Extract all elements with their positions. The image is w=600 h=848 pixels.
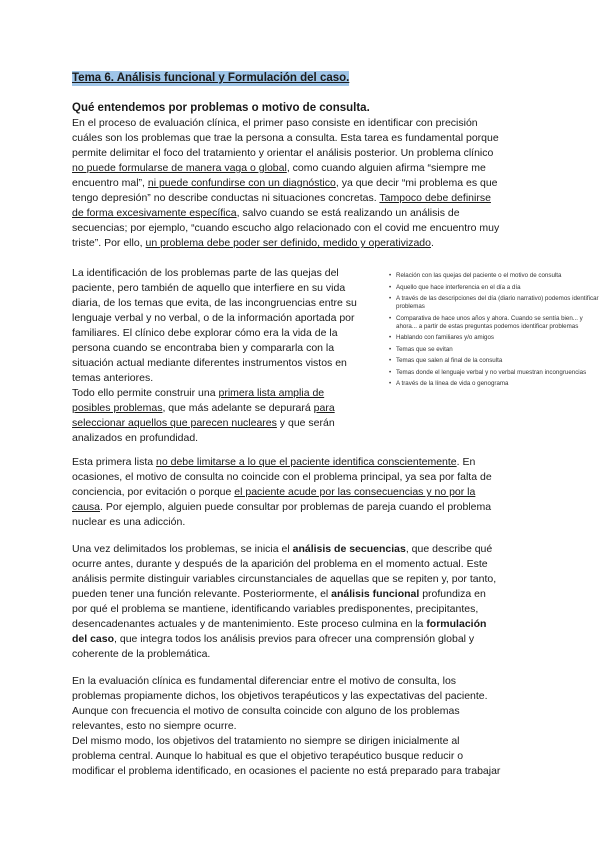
text-line: relevantes, esto no siempre ocurre. <box>72 720 237 732</box>
list-item: • Temas que salen al final de la consulta <box>396 357 600 365</box>
text-line: de forma excesivamente específica, salvo cuando se está realizando un análisis de <box>72 207 460 219</box>
text-line: Todo ello permite construir una primera lista amplia de <box>72 387 325 399</box>
text-line: En el proceso de evaluación clínica, el primer paso consiste en identificar con precisión <box>72 117 478 129</box>
problem-sources-list <box>388 272 600 392</box>
list-item: • A través de las descripciones del día (diario narrativo) podemos identificar problemas <box>396 295 600 311</box>
text-line: ocurre antes, durante y después de la aparición del problema en el momento actual. Este <box>72 558 488 570</box>
text-line: persona cuando se encontraba bien y compararla con la <box>72 342 335 354</box>
text-line: La identificación de los problemas parte de las quejas del <box>72 267 339 279</box>
text-line: por qué el problema se mantiene, identificando variables predisponentes, precipitantes, <box>72 603 479 615</box>
text-line: problemas propiamente dichos, los objetivos terapéuticos y las expectativas del paciente. <box>72 690 488 702</box>
text-line: posibles problemas, que más adelante se depurará para <box>72 402 335 414</box>
text-line: coherente de la problemática. <box>72 648 211 660</box>
text-line: familiares. El clínico debe explorar cómo era la vida de la <box>72 327 338 339</box>
text-line: análisis permite distinguir variables circunstanciales de aquellas que se repiten y, por tanto, <box>72 573 497 585</box>
text-line: causa. Por ejemplo, alguien puede consultar por problemas de pareja cuando el problema <box>72 501 492 513</box>
list-item: • Comparativa de hace unos años y ahora. Cuando se sentía bien... y ahora... a partir de estas preguntas podemos identificar problemas <box>396 315 600 331</box>
text-line: Esta primera lista no debe limitarse a lo que el paciente identifica conscientemente. En <box>72 456 476 468</box>
text-line: seleccionar aquellos que parecen nucleares y que serán <box>72 417 335 429</box>
list-item: • A través de la línea de vida o genograma <box>396 380 600 388</box>
page-title: Tema 6. Análisis funcional y Formulación del caso. <box>72 72 350 84</box>
text-line: situación actual mediante diferentes instrumentos vistos en <box>72 357 347 369</box>
text-line: encuentro mal”, ni puede confundirse con un diagnóstico, ya que decir “mi problema es que <box>72 177 498 189</box>
text-line: del caso, que integra todos los análisis previos para ofrecer una comprensión global y <box>72 633 475 645</box>
text-line: pueden tener una función relevante. Posteriormente, el análisis funcional profundiza en <box>72 588 486 600</box>
list-item: • Aquello que hace interferencia en el día a día <box>396 284 600 292</box>
text-line: diaria, de los temas que evita, de las incongruencias entre su <box>72 297 357 309</box>
list-item: • Relación con las quejas del paciente o el motivo de consulta <box>396 272 600 280</box>
text-line: desencadenantes actuales y de mantenimiento. Este proceso culmina en la formulación <box>72 618 487 630</box>
list-item: • Temas que se evitan <box>396 346 600 354</box>
text-line: cuáles son los problemas que trae la persona a consulta. Esta tarea es fundamental porque <box>72 132 499 144</box>
text-line: problema central. Aunque lo habitual es que el objetivo terapéutico busque reducir o <box>72 750 464 762</box>
text-line: Aunque con frecuencia el motivo de consulta coincide con alguno de los problemas <box>72 705 460 717</box>
text-line: modificar el problema identificado, en ocasiones el paciente no está preparado para trabajar <box>72 765 501 777</box>
text-line: paciente, pero también de aquello que interfiere en su vida <box>72 282 346 294</box>
text-line: analizados en profundidad. <box>72 432 199 444</box>
text-line: lenguaje verbal y no verbal, o de la información aportada por <box>72 312 355 324</box>
text-line: secuencias; por ejemplo, “cuando escucho algo relacionado con el covid me encuentro muy <box>72 222 500 234</box>
text-line: Del mismo modo, los objetivos del tratamiento no siempre se dirigen inicialmente al <box>72 735 460 747</box>
list-item: • Hablando con familiares y/o amigos <box>396 334 600 342</box>
text-line: permite delimitar el foco del tratamiento y orientar el análisis posterior. Un problema clínico <box>72 147 494 159</box>
section-heading: Qué entendemos por problemas o motivo de consulta. <box>72 102 370 114</box>
text-line: temas anteriores. <box>72 372 154 384</box>
text-line: ocasiones, el motivo de consulta no coincide con el problema principal, ya sea por falta de <box>72 471 492 483</box>
text-line: tengo depresión” no describe conductas ni situaciones concretas. Tampoco debe definirse <box>72 192 491 204</box>
text-line: triste”. Por ello, un problema debe poder ser definido, medido y operativizado. <box>72 237 434 249</box>
list-item: • Temas donde el lenguaje verbal y no verbal muestran incongruencias <box>396 369 600 377</box>
text-line: nuclear es una adicción. <box>72 516 186 528</box>
text-line: Una vez delimitados los problemas, se inicia el análisis de secuencias, que describe qué <box>72 543 493 555</box>
text-line: no puede formularse de manera vaga o global, como cuando alguien afirma “siempre me <box>72 162 486 174</box>
text-line: En la evaluación clínica es fundamental diferenciar entre el motivo de consulta, los <box>72 675 457 687</box>
text-line: conciencia, por evitación o porque el paciente acude por las consecuencias y no por la <box>72 486 476 498</box>
